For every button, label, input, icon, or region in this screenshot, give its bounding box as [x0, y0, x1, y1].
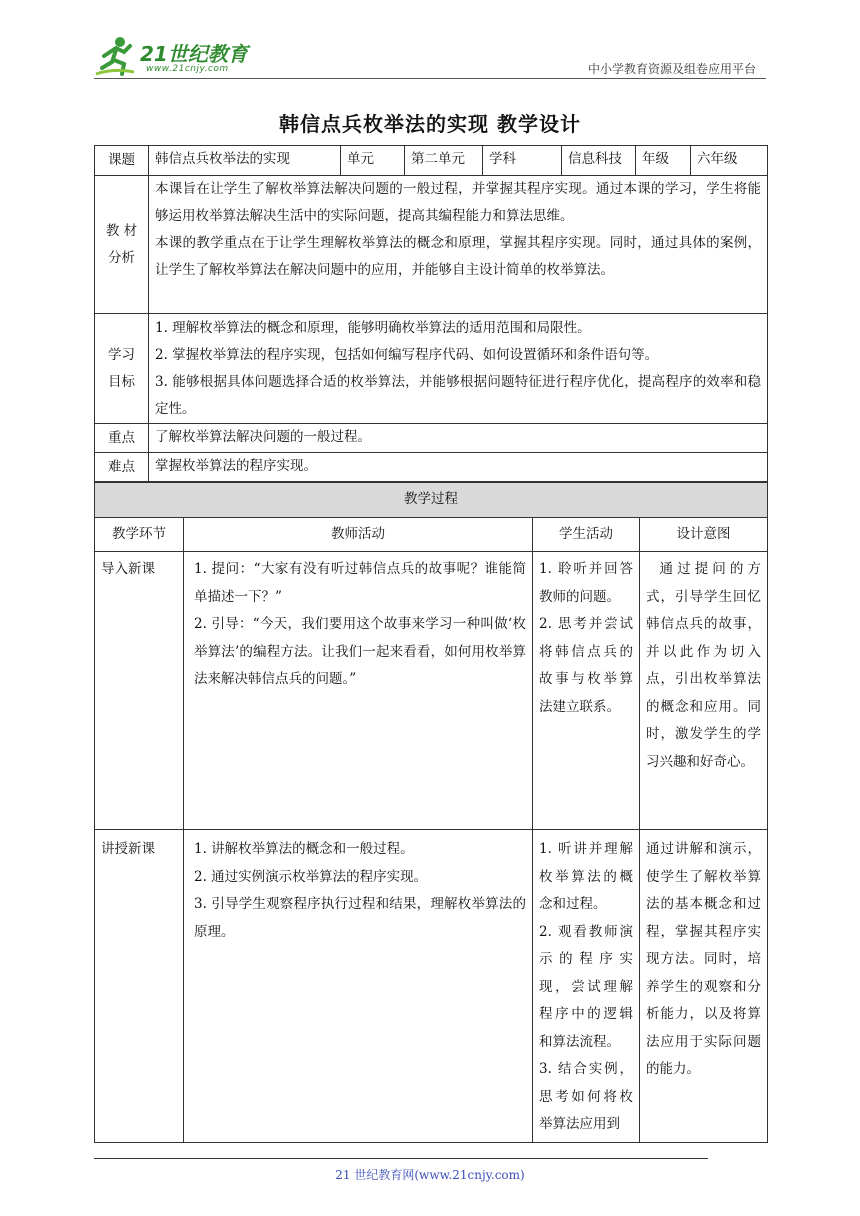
student-activity-cell: 1. 听讲并理解枚举算法的概念和过程。 2. 观看教师演示的程序实现，尝试理解程序中的逻辑和算法流程。 3. 结合实例，思考如何将枚举算法应用到: [533, 830, 640, 1143]
column-header-student: 学生活动: [533, 518, 640, 552]
platform-name: 中小学教育资源及组卷应用平台: [587, 62, 756, 76]
unit-value: 第二单元: [405, 146, 483, 176]
key-point-label: 重点: [95, 424, 149, 453]
goal-item: 3. 能够根据具体问题选择合适的枚举算法，并能够根据问题特征进行程序优化，提高程序的效率和稳定性。: [155, 373, 761, 417]
logo-text: 21世纪教育: [140, 42, 248, 66]
grade-label: 年级: [636, 146, 691, 176]
teacher-activity-cell: 1. 讲解枚举算法的概念和一般过程。 2. 通过实例演示枚举算法的程序实现。 3. 引导学生观察程序执行过程和结果，理解枚举算法的原理。: [184, 830, 533, 1143]
footer-text: 21 世纪教育网(www.21cnjy.com): [335, 1168, 525, 1182]
column-header-teacher: 教师活动: [184, 518, 533, 552]
stage-cell: 导入新课: [95, 552, 184, 830]
student-activity-cell: 1. 聆听并回答教师的问题。 2. 思考并尝试将韩信点兵的故事与枚举算法建立联系。: [533, 552, 640, 830]
document-title: 韩信点兵枚举法的实现 教学设计: [279, 112, 581, 136]
process-heading: 教学过程: [95, 483, 768, 518]
design-intent-cell: 通过讲解和演示，使学生了解枚举算法的基本概念和过程，掌握其程序实现方法。同时，培养学生的观察和分析能力，以及将算法应用于实际问题的能力。: [640, 830, 768, 1143]
design-intent-cell: 通过提问的方式，引导学生回忆韩信点兵的故事，并以此作为切入点，引出枚举算法的概念和应用。同时，激发学生的学习兴趣和好奇心。: [640, 552, 768, 830]
difficulty-label: 难点: [95, 453, 149, 482]
column-header-intent: 设计意图: [640, 518, 768, 552]
course-label: 课题: [95, 146, 149, 176]
goal-item: 1. 理解枚举算法的概念和原理，能够明确枚举算法的适用范围和局限性。: [155, 319, 591, 336]
page-header: [94, 30, 766, 80]
logo-url: www.21cnjy.com: [146, 64, 229, 74]
logo: [94, 34, 264, 78]
analysis-label: 教 材 分析: [95, 176, 149, 314]
course-value: 韩信点兵枚举法的实现: [149, 146, 341, 176]
goal-item: 2. 掌握枚举算法的程序实现，包括如何编写程序代码、如何设置循环和条件语句等。: [155, 346, 659, 363]
column-header-stage: 教学环节: [95, 518, 184, 552]
table-row: [95, 552, 768, 830]
analysis-content: [149, 176, 768, 314]
goals-label: 学习 目标: [95, 314, 149, 424]
analysis-paragraph: 本课的教学重点在于让学生理解枚举算法的概念和原理，掌握其程序实现。同时，通过具体的案例，让学生了解枚举算法在解决问题中的应用，并能够自主设计简单的枚举算法。: [155, 235, 761, 278]
unit-label: 单元: [341, 146, 405, 176]
teacher-activity-cell: 1. 提问：“大家有没有听过韩信点兵的故事呢？谁能简单描述一下？” 2. 引导：“今天，我们要用这个故事来学习一种叫做‘枚举算法’的编程方法。让我们一起来看看，如何用枚举算法来解决韩信点兵的问题。”: [184, 552, 533, 830]
stage-cell: 讲授新课: [95, 830, 184, 1143]
teaching-process-table: [94, 482, 768, 1143]
course-info-table: [94, 145, 768, 482]
goals-content: [149, 314, 768, 424]
subject-value: 信息科技: [562, 146, 636, 176]
header-divider: [94, 78, 766, 79]
key-point-text: 了解枚举算法解决问题的一般过程。: [149, 424, 768, 453]
grade-value: 六年级: [691, 146, 768, 176]
difficulty-text: 掌握枚举算法的程序实现。: [149, 453, 768, 482]
subject-label: 学科: [483, 146, 562, 176]
analysis-paragraph: 本课旨在让学生了解枚举算法解决问题的一般过程，并掌握其程序实现。通过本课的学习，学生将能够运用枚举算法解决生活中的实际问题，提高其编程能力和算法思维。: [155, 181, 761, 224]
footer-divider: [94, 1158, 708, 1159]
table-row: [95, 830, 768, 1143]
